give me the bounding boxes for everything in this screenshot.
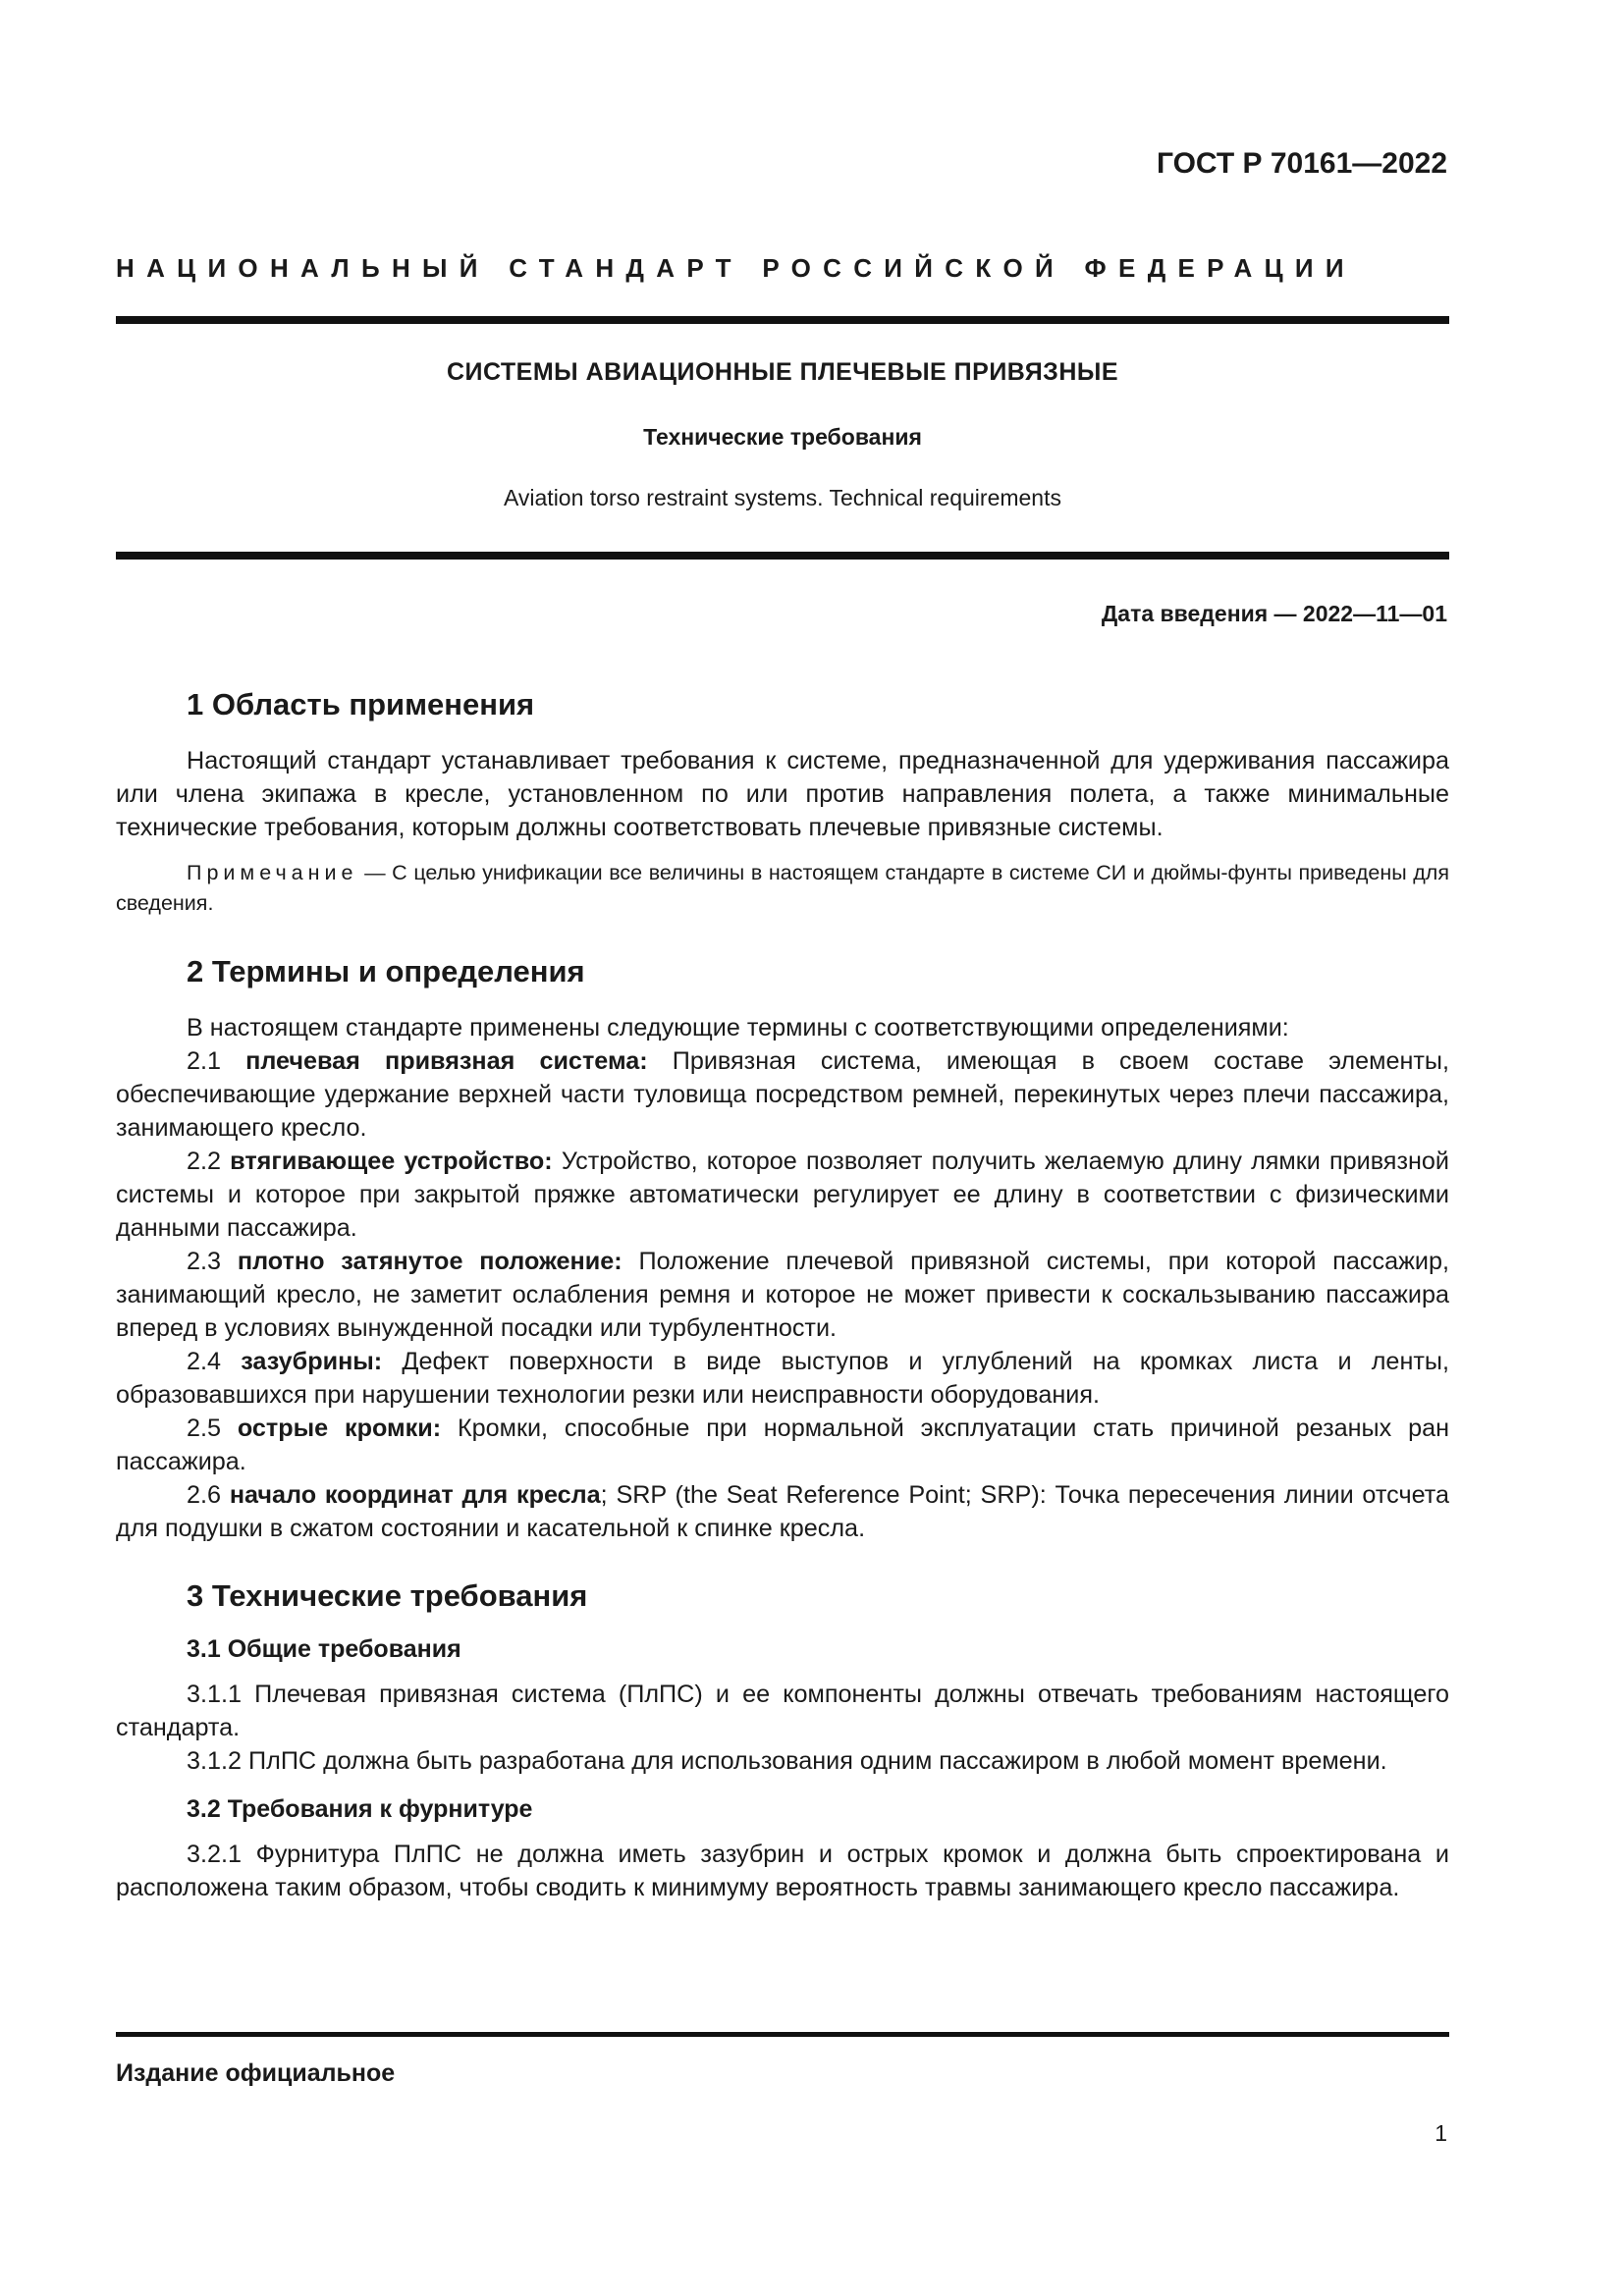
term-text: Кромки, способные при нормальной эксплуатации стать причиной резаных ран пассажира. bbox=[116, 1415, 1449, 1475]
term-definition bbox=[116, 1478, 1449, 1545]
note-text: — С целью унификации все величины в настоящем стандарте в системе СИ и дюймы-фунты приведены для сведения. bbox=[116, 861, 1449, 915]
subsection-3-2-heading: 3.2 Требования к фурнитуре bbox=[187, 1795, 533, 1823]
section-1-heading: 1 Область применения bbox=[187, 687, 535, 721]
introduction-date: Дата введения — 2022—11—01 bbox=[1101, 601, 1447, 626]
term-definition bbox=[116, 1044, 1449, 1145]
official-edition-label: Издание официальное bbox=[116, 2059, 396, 2087]
term-text: Привязная система, имеющая в своем составе элементы, обеспечивающие удержание верхней части туловища посредством ремней, перекинутых через плечи пассажира, занимающего кресло. bbox=[116, 1047, 1449, 1142]
term-number: 2.5 bbox=[187, 1415, 238, 1442]
term-number: 2.1 bbox=[187, 1047, 246, 1075]
clause-3-1-1: 3.1.1 Плечевая привязная система (ПлПС) и ее компоненты должны отвечать требованиям настоящего стандарта. bbox=[116, 1681, 1449, 1741]
term-name: зазубрины: bbox=[241, 1348, 383, 1375]
footer-divider bbox=[116, 2032, 1449, 2037]
term-text: ; SRP (the Seat Reference Point; SRP): Точка пересечения линии отсчета для подушки в сжатом состоянии и касательной к спинке кресла. bbox=[116, 1481, 1449, 1542]
term-number: 2.6 bbox=[187, 1481, 230, 1509]
clause-3-1-2: 3.1.2 ПлПС должна быть разработана для использования одним пассажиром в любой момент времени. bbox=[187, 1747, 1387, 1775]
top-divider bbox=[116, 316, 1449, 324]
term-name: острые кромки: bbox=[237, 1415, 442, 1442]
document-subtitle: Технические требования bbox=[643, 424, 922, 450]
page-number: 1 bbox=[1435, 2120, 1447, 2146]
term-name: плечевая привязная система: bbox=[245, 1047, 648, 1075]
term-number: 2.4 bbox=[187, 1348, 242, 1375]
section-2-intro: В настоящем стандарте применены следующие термины с соответствующими определениями: bbox=[187, 1014, 1289, 1041]
term-definition bbox=[116, 1145, 1449, 1245]
term-name: начало координат для кресла bbox=[229, 1481, 601, 1509]
section-1-paragraph: Настоящий стандарт устанавливает требования к системе, предназначенной для удерживания пассажира или члена экипажа в кресле, установленном по или против направления полета, а также минимальные технические требования, которым должны соответствовать плечевые привязные системы. bbox=[116, 747, 1449, 841]
title-divider bbox=[116, 552, 1449, 560]
section-2-heading: 2 Термины и определения bbox=[187, 954, 585, 988]
note-label: Примечание bbox=[187, 861, 358, 884]
section-1-note bbox=[116, 858, 1449, 919]
term-definition bbox=[116, 1345, 1449, 1412]
document-title: СИСТЕМЫ АВИАЦИОННЫЕ ПЛЕЧЕВЫЕ ПРИВЯЗНЫЕ bbox=[446, 358, 1119, 386]
document-body bbox=[116, 687, 1449, 1904]
term-definition bbox=[116, 1412, 1449, 1478]
document-number: ГОСТ Р 70161—2022 bbox=[1156, 147, 1447, 180]
term-number: 2.3 bbox=[187, 1248, 238, 1275]
term-name: плотно затянутое положение: bbox=[237, 1248, 623, 1275]
section-3-heading: 3 Технические требования bbox=[187, 1578, 588, 1613]
english-title: Aviation torso restraint systems. Technical requirements bbox=[503, 485, 1061, 510]
term-text: Устройство, которое позволяет получить желаемую длину лямки привязной системы и которое при закрытой пряжке автоматически регулирует ее длину в соответствии с физическими данными пассажира. bbox=[116, 1148, 1449, 1242]
term-name: втягивающее устройство: bbox=[230, 1148, 553, 1175]
term-text: Дефект поверхности в виде выступов и углублений на кромках листа и ленты, образовавшихся при нарушении технологии резки или неисправности оборудования. bbox=[116, 1348, 1449, 1409]
national-standard-heading: НАЦИОНАЛЬНЫЙ СТАНДАРТ РОССИЙСКОЙ ФЕДЕРАЦИИ bbox=[116, 253, 1356, 283]
term-number: 2.2 bbox=[187, 1148, 231, 1175]
clause-3-2-1: 3.2.1 Фурнитура ПлПС не должна иметь зазубрин и острых кромок и должна быть спроектирована и расположена таким образом, чтобы сводить к минимуму вероятность травмы занимающего кресло пассажира. bbox=[116, 1841, 1449, 1901]
subsection-3-1-heading: 3.1 Общие требования bbox=[187, 1635, 461, 1663]
term-definition bbox=[116, 1245, 1449, 1345]
term-text: Положение плечевой привязной системы, при которой пассажир, занимающий кресло, не заметит ослабления ремня и которое не может привести к соскальзыванию пассажира вперед в условиях вынужденной посадки или турбулентности. bbox=[116, 1248, 1450, 1342]
